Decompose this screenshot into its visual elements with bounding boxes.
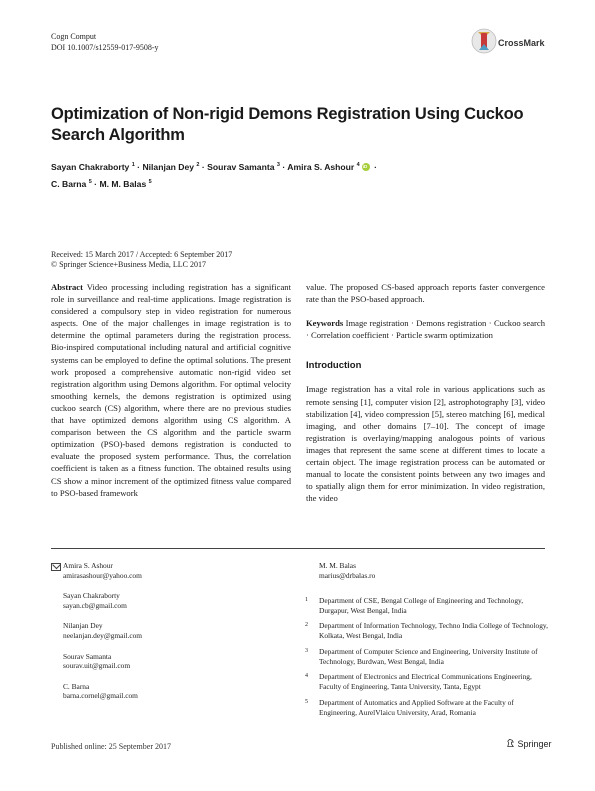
abstract-continued: value. The proposed CS-based approach reports faster convergence rate than the PSO-based approach. <box>306 282 545 305</box>
contact-email[interactable]: marius@drbalas.ro <box>319 570 376 580</box>
footnote-rule <box>51 548 545 549</box>
contact-right <box>319 561 549 580</box>
journal-header <box>51 31 159 53</box>
author[interactable]: Nilanjan Dey $^2$ <box>142 161 200 172</box>
author-line-2: C. Barna $^5$ · M. M. Balas $^5$ <box>51 178 152 189</box>
contact <box>51 621 291 640</box>
springer-horse-icon <box>506 738 515 748</box>
contact-name: C. Barna <box>63 681 90 691</box>
contact-email[interactable]: amirasashour@yahoo.com <box>63 570 142 580</box>
contact-email[interactable]: sayan.cb@gmail.com <box>63 600 127 610</box>
contact <box>51 682 291 701</box>
crossmark-badge[interactable] <box>471 26 557 56</box>
abstract <box>51 281 291 499</box>
keywords-label: Keywords <box>306 318 344 329</box>
paper-title: Optimization of Non-rigid Demons Registration Using Cuckoo Search Algorithm <box>51 105 524 144</box>
crossmark-label: CrossMark <box>498 38 545 48</box>
contact-email[interactable]: sourav.uit@gmail.com <box>63 661 131 671</box>
author-line-1: Sayan Chakraborty $^1$ · Nilanjan Dey $^2$ · Sourav Samanta $^3$ · Amira S. Ashour $^4$iD · <box>51 158 551 175</box>
journal-name: Cogn Comput <box>51 32 97 41</box>
introduction-heading: Introduction <box>306 360 362 372</box>
keywords <box>306 317 545 341</box>
orcid-icon[interactable] <box>362 163 370 171</box>
contact-name: Sourav Samanta <box>63 651 112 661</box>
copyright: © Springer Science+Business Media, LLC 2017 <box>51 260 207 269</box>
introduction-text: Image registration has a vital role in various applications such as remote sensing [1], computer vision [2], astrophotography [3], video stabilization [4], video compression [5], stereo matching [6], medical imaging, and other domains [7–10]. The concept of image registration is overlaying/mapping analogous points of various images that represent the same scene at different times to locate a certain object. The image registration process can be automated or manual to locate the consistent points between any two images and to spatially align them for error minimization. In video registration, the video <box>306 384 545 504</box>
author[interactable]: M. M. Balas $^5$ <box>99 178 152 189</box>
author[interactable]: Amira S. Ashour $^4$ <box>287 161 360 172</box>
corresponding-author <box>51 561 291 580</box>
abstract-text: Video processing including registration has a significant role in surveillance and real-time applications. Image registration is considered a compulsory step in video registration for numerous aspects. One of the major challenges in image registration is to determine the optimal parameters during the registration process. Bio-inspired computational including natural and artificial cognitive systems can be employed to define the optimal solutions. The present work proposed a comprehensive automatic non-rigid video set registration algorithm using Demons algorithm. For optimal velocity smoothing kernels, the demons registration is optimized using cuckoo search (CS) algorithm, where there are no previous studies that have optimized demons algorithm using CS algorithm. A comparison between the CS algorithm and the particle swarm optimization (PSO)-based demons registration is conducted to evaluate the proposed system performance. Thus, the correlation coefficient is taken as a fitness function. The obtained results using CS show a minor increment of the optimized fitness value compared to PSO-based framework <box>51 282 291 498</box>
springer-logo[interactable] <box>506 738 552 749</box>
contact <box>51 652 291 671</box>
abstract-label: Abstract <box>51 282 83 292</box>
contact-name: Sayan Chakraborty <box>63 591 120 601</box>
keywords-text: Image registration · Demons registration · Cuckoo search · Correlation coefficient · Particle swarm optimization <box>306 318 545 341</box>
author[interactable]: Sourav Samanta $^3$ <box>207 161 280 172</box>
contact-list <box>51 561 291 701</box>
author[interactable]: C. Barna $^5$ <box>51 178 92 189</box>
envelope-icon <box>51 563 61 571</box>
contact-name: Amira S. Ashour <box>63 561 113 570</box>
contact-email[interactable]: barna.cornel@gmail.com <box>63 691 138 701</box>
contact-name: M. M. Balas <box>319 561 356 570</box>
crossmark-icon <box>471 26 497 56</box>
publisher-name: Springer <box>517 739 552 749</box>
contact-email[interactable]: neelanjan.dey@gmail.com <box>63 630 143 640</box>
received-accepted: Received: 15 March 2017 / Accepted: 6 September 2017 <box>51 250 233 259</box>
author-list <box>51 158 551 192</box>
article-dates <box>51 250 232 270</box>
author[interactable]: Sayan Chakraborty $^1$ <box>51 161 135 172</box>
right-column <box>306 281 545 504</box>
contact <box>51 591 291 610</box>
contact-name: Nilanjan Dey <box>63 621 103 631</box>
affiliation-list: 1 Department of CSE, Bengal College of Engineering and Technology, Durgapur, West Bengal, India 2 Department of Information Technology, Techno India College of Technology, Kolkata, West Bengal, India 3 Department of Computer Science and Engineering, University Institute of Technology, Burdwan, West Bengal, India 4 Department of Electronics and Electrical Communications Engineering, Faculty of Engineering, Tanta University, Tanta, Egypt 5 Department of Automatics and Applied Software at the Faculty of Engineering, AurelVlaicu University, Arad, Romania <box>305 596 548 717</box>
doi[interactable]: DOI 10.1007/s12559-017-9508-y <box>51 43 159 52</box>
published-online: Published online: 25 September 2017 <box>51 742 171 751</box>
